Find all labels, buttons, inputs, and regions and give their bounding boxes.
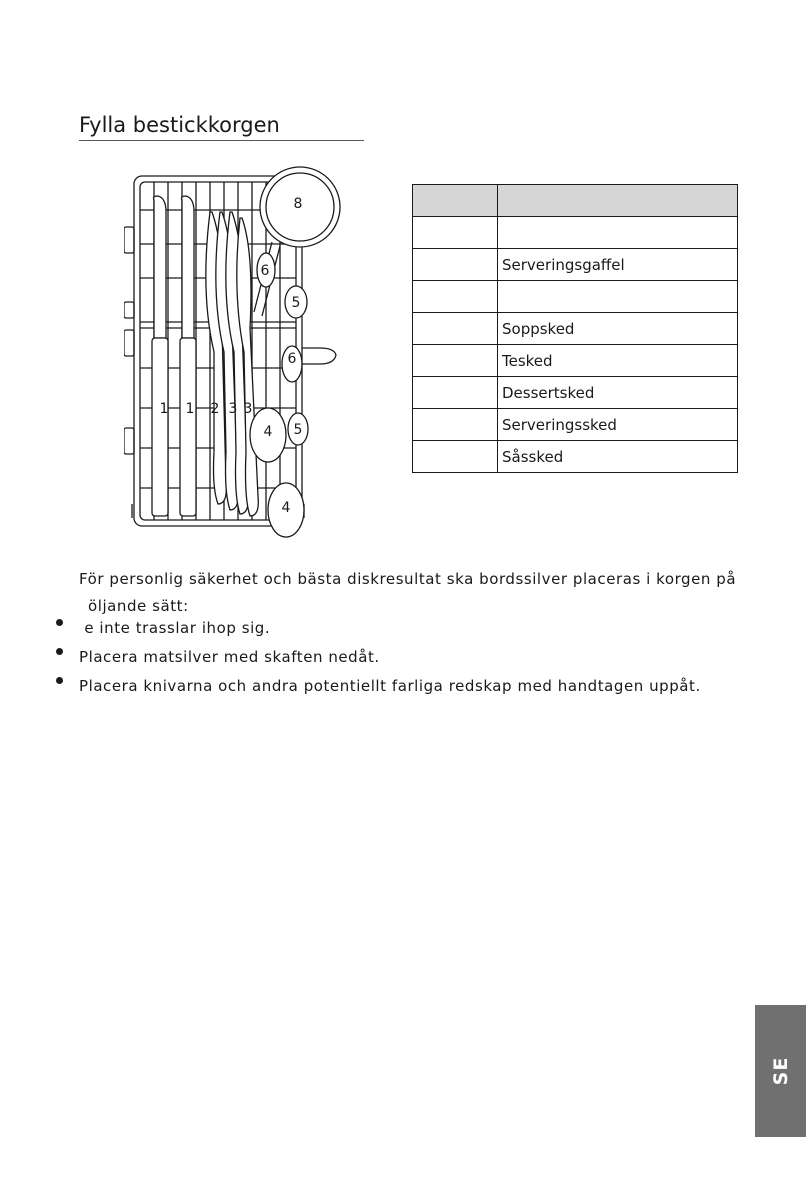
intro-paragraph xyxy=(79,566,769,620)
legend-row xyxy=(413,377,738,409)
callout-2: 2 xyxy=(210,401,220,417)
bullet-icon xyxy=(56,619,63,626)
list-item xyxy=(56,615,756,644)
callout-6: 6 xyxy=(287,351,297,367)
list-item-text: e inte trasslar ihop sig. xyxy=(79,619,271,637)
legend-num xyxy=(413,281,498,313)
list-item xyxy=(56,644,756,673)
language-tab xyxy=(755,1005,806,1137)
legend-label xyxy=(498,217,738,249)
legend-header-cell xyxy=(413,185,498,217)
legend-label: Dessertsked xyxy=(498,377,738,409)
legend-row xyxy=(413,345,738,377)
intro-line: För personlig säkerhet och bästa diskresultat ska bordssilver placeras i korgen på xyxy=(79,570,737,588)
callout-1: 1 xyxy=(185,401,195,417)
instruction-list xyxy=(56,615,756,702)
legend-row xyxy=(413,409,738,441)
cutlery-legend-table xyxy=(412,184,738,473)
callout-4: 4 xyxy=(281,500,291,516)
legend-row xyxy=(413,313,738,345)
legend-num xyxy=(413,409,498,441)
legend-row xyxy=(413,217,738,249)
legend-label: Tesked xyxy=(498,345,738,377)
legend-num xyxy=(413,313,498,345)
legend-row xyxy=(413,281,738,313)
callout-1: 1 xyxy=(159,401,169,417)
legend-row xyxy=(413,249,738,281)
legend-header-cell xyxy=(498,185,738,217)
legend-header-row xyxy=(413,185,738,217)
callout-5: 5 xyxy=(291,295,301,311)
callout-3: 3 xyxy=(228,401,238,417)
language-tab-label: SE xyxy=(769,1056,792,1086)
legend-label: Såssked xyxy=(498,441,738,473)
legend-label: Serveringssked xyxy=(498,409,738,441)
callout-8: 8 xyxy=(293,196,303,212)
legend-label: Soppsked xyxy=(498,313,738,345)
legend-label: Serveringsgaffel xyxy=(498,249,738,281)
legend-row xyxy=(413,441,738,473)
list-item-text: Placera knivarna och andra potentiellt farliga redskap med handtagen uppåt. xyxy=(79,677,701,695)
section-heading: Fylla bestickkorgen xyxy=(79,112,364,141)
callout-5: 5 xyxy=(293,422,303,438)
legend-num xyxy=(413,377,498,409)
list-item-text: Placera matsilver med skaften nedåt. xyxy=(79,648,380,666)
legend-num xyxy=(413,345,498,377)
callout-3: 3 xyxy=(243,401,253,417)
intro-line: öljande sätt: xyxy=(88,597,189,615)
bullet-icon xyxy=(56,648,63,655)
cutlery-basket-diagram xyxy=(124,152,346,547)
legend-num xyxy=(413,217,498,249)
cutlery-basket-illustration xyxy=(124,152,346,547)
callout-6: 6 xyxy=(260,263,270,279)
callout-4: 4 xyxy=(263,424,273,440)
legend-label xyxy=(498,281,738,313)
legend-num xyxy=(413,249,498,281)
legend-num xyxy=(413,441,498,473)
bullet-icon xyxy=(56,677,63,684)
list-item xyxy=(56,673,756,702)
